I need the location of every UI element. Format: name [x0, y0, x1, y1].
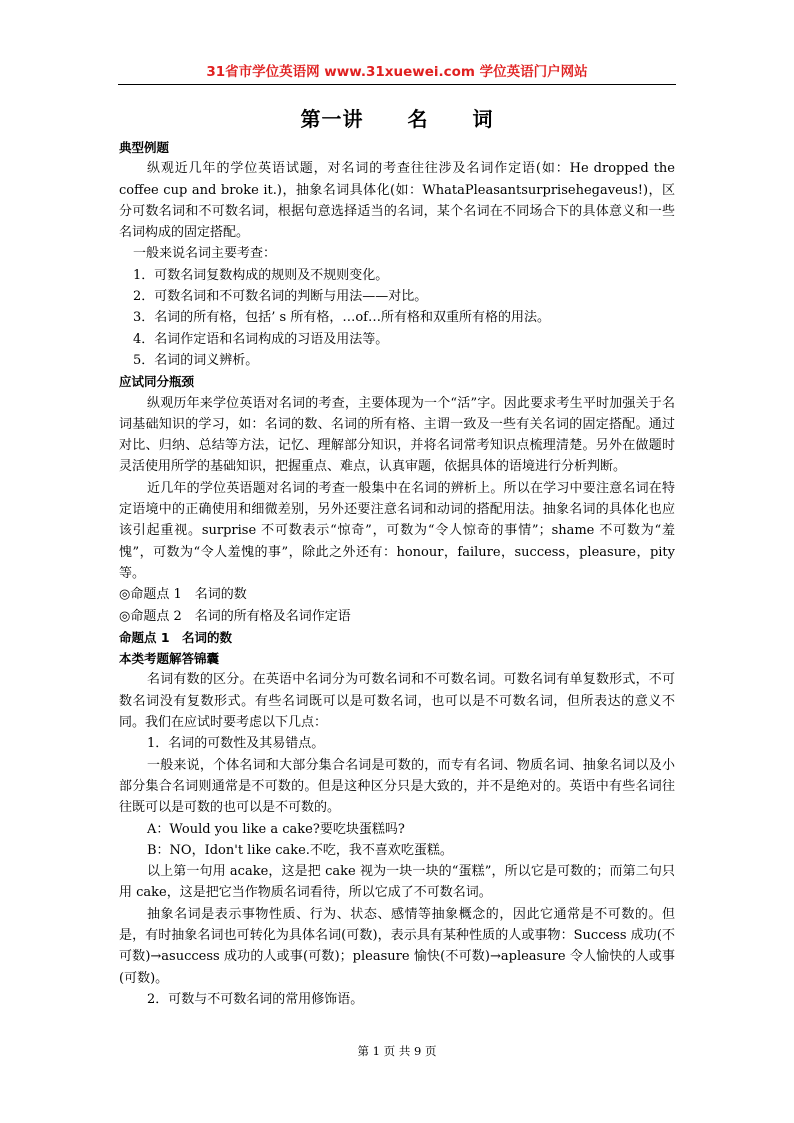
paragraph: 一般来说名词主要考查：	[133, 246, 277, 262]
paragraph: 名词有数的区分。在英语中名词分为可数名词和不可数名词。可数名词有单复数形式，不可数名词没有复数形式。有些名词既可以是可数名词，也可以是不可数名词，但所表达的意义不同。我们在应试时要考虑以下几点：	[119, 672, 675, 731]
paragraph: 一般来说，个体名词和大部分集合名词是可数的，而专有名词、物质名词、抽象名词以及小部分集合名词则通常是不可数的。但是这种区分只是大致的，并不是绝对的。英语中有些名词往往既可以是可数的也可以是不可数的。	[119, 757, 675, 816]
document-body	[119, 137, 675, 1010]
paragraph: 抽象名词是表示事物性质、行为、状态、感情等抽象概念的，因此它通常是不可数的。但是，有时抽象名词也可转化为具体名词(可数)，表示具有某种性质的人或事物：Success 成功(不可数)→asuccess 成功的人或事(可数)；pleasure 愉快(不可数)→apleasure 令人愉快的人或事 (可数)。	[119, 906, 675, 986]
page-title	[0, 103, 794, 132]
page-footer: 第 1 页 共 9 页	[357, 1044, 437, 1058]
list-item: 2．可数与不可数名词的常用修饰语。	[147, 991, 364, 1007]
header-divider	[118, 84, 676, 85]
paragraph: 以上第一句用 acake，这是把 cake 视为一块一块的“蛋糕”，所以它是可数的；而第二句只用 cake，这是把它当作物质名词看待，所以它成了不可数名词。	[119, 864, 675, 901]
paragraph: 纵观历年来学位英语对名词的考查，主要体现为一个“活”字。因此要求考生平时加强关于名词基础知识的学习，如：名词的数、名词的所有格、主谓一致及一些有关名词的固定搭配。通过对比、归纳、总结等方法，记忆、理解部分知识，并将名词常考知识点梳理清楚。另外在做题时灵活使用所学的基础知识，把握重点、难点，认真审题，依据具体的语境进行分析判断。	[119, 395, 675, 475]
section-heading-point-1: 命题点 1 名词的数	[119, 629, 233, 645]
title-part-2: 名	[407, 107, 429, 131]
paragraph: 纵观近几年的学位英语试题，对名词的考查往往涉及名词作定语(如：He dropped the coffee cup and broke it.)，抽象名词具体化(如：WhataPleasantsurprisehegaveus!)，区分可数名词和不可数名词，根据句意选择适当的名词，某个名词在不同场合下的具体意义和一些名词构成的固定搭配。	[119, 161, 675, 241]
section-heading-answer-tips: 本类考题解答锦囊	[119, 651, 220, 667]
list-item: 2．可数名词和不可数名词的判断与用法——对比。	[133, 289, 428, 305]
list-item: 1．名词的可数性及其易错点。	[147, 736, 325, 752]
list-item: ◎命题点 2 名词的所有格及名词作定语	[119, 608, 351, 624]
site-header[interactable]: 31省市学位英语网 www.31xuewei.com 学位英语门户网站	[206, 64, 588, 80]
list-item: ◎命题点 1 名词的数	[119, 587, 247, 603]
list-item: 3．名词的所有格，包括’ s 所有格，…of…所有格和双重所有格的用法。	[133, 310, 550, 326]
title-part-3: 词	[472, 107, 494, 131]
list-item: 5．名词的词义辨析。	[133, 352, 259, 368]
example-line: A：Would you like a cake?要吃块蛋糕吗?	[147, 821, 405, 837]
section-heading-typical-examples: 典型例题	[119, 140, 170, 155]
example-line: B：NO，Idon't like cake.不吃，我不喜欢吃蛋糕。	[147, 842, 453, 858]
paragraph: 近几年的学位英语题对名词的考查一般集中在名词的辨析上。所以在学习中要注意名词在特定语境中的正确使用和细微差别，另外还要注意名词和动词的搭配用法。抽象名词的具体化也应该引起重视。surprise 不可数表示“惊奇”，可数为“令人惊奇的事情”；shame 不可数为“羞愧”，可数为“令人羞愧的事”，除此之外还有：honour，failure，success，pleasure，pity 等。	[119, 480, 675, 581]
title-part-1: 第一讲	[300, 107, 364, 131]
list-item: 1．可数名词复数构成的规则及不规则变化。	[133, 267, 389, 283]
list-item: 4．名词作定语和名词构成的习语及用法等。	[133, 331, 389, 347]
section-heading-bottleneck: 应试同分瓶颈	[119, 374, 195, 390]
